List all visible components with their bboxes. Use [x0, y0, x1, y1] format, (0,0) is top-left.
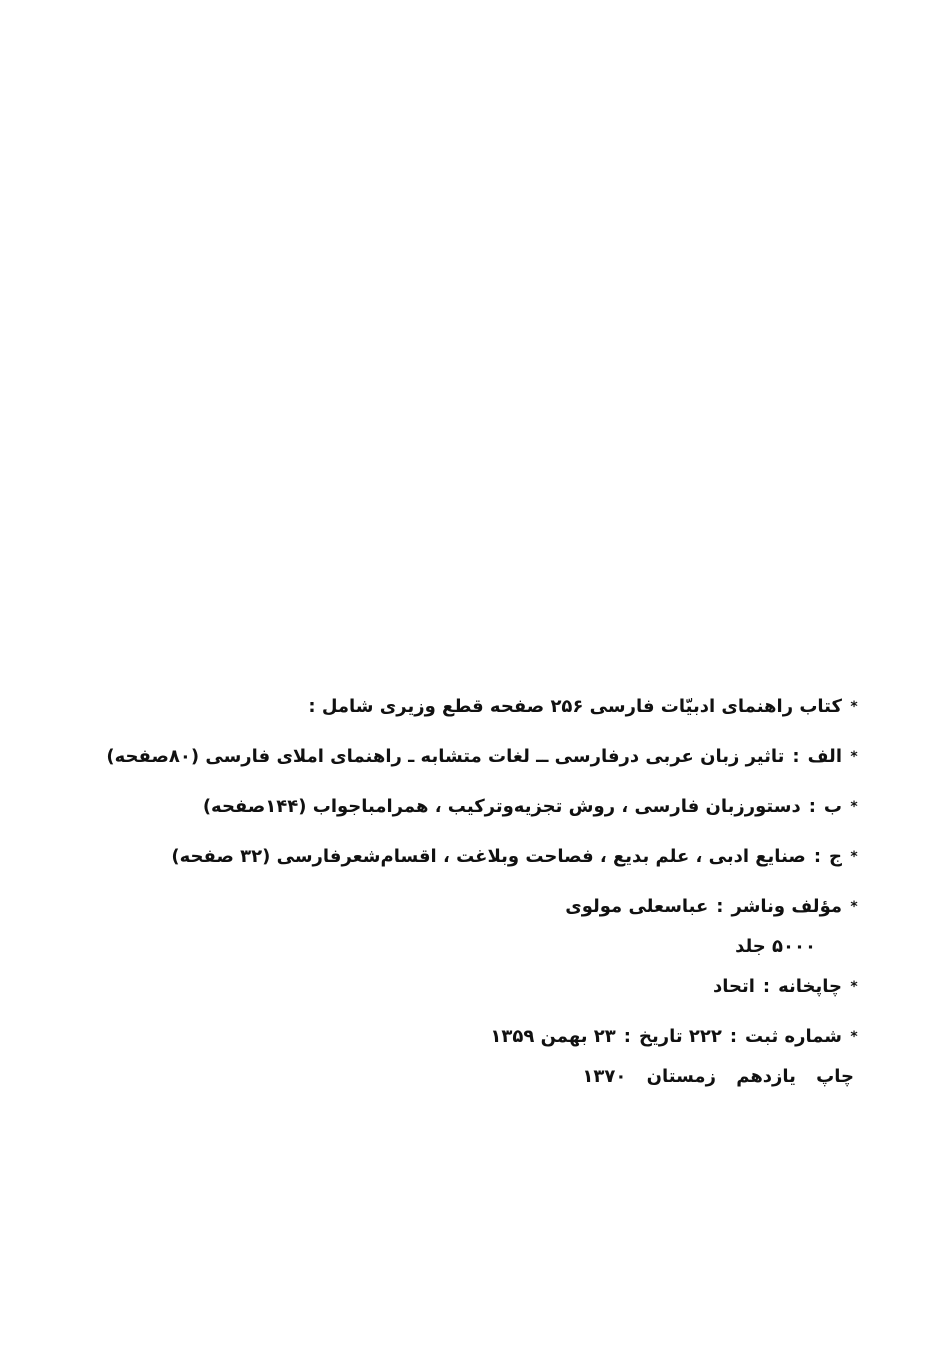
part-b-text: دستورزبان فارسی ، روش تجزیه‌وترکیب ، همرامباجواب (۱۴۴صفحه): [202, 796, 801, 817]
colon-separator: :: [762, 976, 771, 997]
date-value: ۲۳ بهمن ۱۳۵۹: [490, 1026, 616, 1047]
author-label: مؤلف وناشر: [731, 896, 842, 917]
press-line: [142, 970, 862, 1020]
registration-line: [142, 1020, 862, 1060]
colophon-block: [106, 690, 862, 1110]
registration-label: شماره ثبت: [745, 1026, 842, 1047]
part-c-line: [142, 840, 862, 890]
author-name: عباسعلی مولوی: [565, 896, 709, 917]
book-description-line: [142, 690, 862, 740]
colon-separator: :: [623, 1026, 631, 1047]
bullet-icon: *: [850, 699, 858, 715]
bullet-icon: *: [850, 799, 858, 815]
part-c-label: ج: [829, 846, 842, 867]
book-description: کتاب راهنمای ادبیّات فارسی ۲۵۶ صفحه قطع وزیری شامل :: [308, 696, 842, 717]
author-line: [142, 890, 862, 930]
press-name: اتحاد: [712, 976, 755, 997]
date-label: تاریخ: [638, 1026, 683, 1047]
edition-line: [142, 1060, 862, 1110]
bullet-icon: *: [850, 1029, 858, 1045]
edition-text: چاپ یازدهم زمستان ۱۳۷۰: [582, 1066, 854, 1087]
part-c-text: صنایع ادبی ، علم بدیع ، فصاحت وبلاغت ، اقسام‌شعرفارسی (۳۲ صفحه): [171, 846, 806, 867]
part-b-label: ب: [823, 796, 842, 817]
part-a-line: [106, 740, 862, 790]
press-label: چاپخانه: [778, 976, 842, 997]
part-a-label: الف: [807, 746, 842, 767]
part-b-line: [142, 790, 862, 840]
colon-separator: :: [792, 746, 800, 767]
bullet-icon: *: [850, 749, 858, 765]
colon-separator: :: [813, 846, 822, 867]
bullet-icon: *: [850, 979, 858, 995]
colon-separator: :: [716, 896, 724, 917]
colon-separator: :: [729, 1026, 738, 1047]
part-a-text: تاثیر زبان عربی درفارسی ــ لغات متشابه ـ راهنمای املای فارسی (۸۰صفحه): [106, 746, 785, 767]
bullet-icon: *: [850, 899, 858, 915]
registration-number: ۲۲۲: [688, 1026, 722, 1047]
bullet-icon: *: [850, 849, 858, 865]
colon-separator: :: [808, 796, 816, 817]
print-run-line: [142, 930, 862, 970]
print-run: ۵۰۰۰ جلد: [735, 936, 816, 957]
